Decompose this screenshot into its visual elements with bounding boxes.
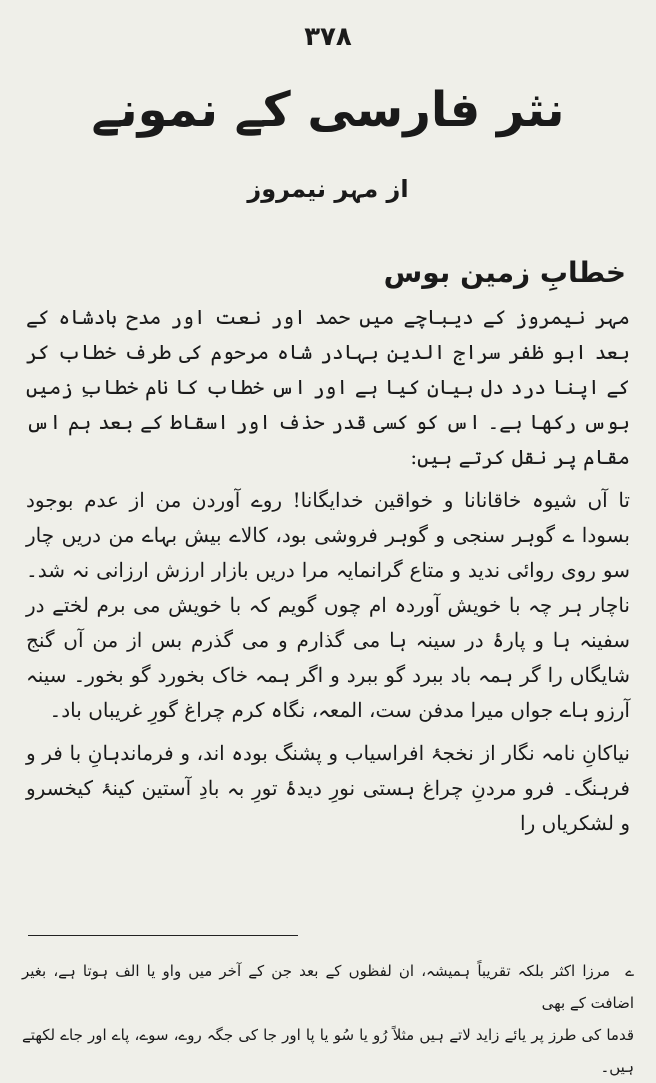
footnote-line: [22, 1019, 634, 1083]
footnote-line: [22, 955, 634, 1019]
footnote-text: مرزا اکثر بلکہ تقریباً ہمیشہ، ان لفظوں کے بعد جن کے آخر میں واو یا الف ہوتا ہے، بغیر اضافت کے بھی: [22, 962, 634, 1012]
paragraph-intro: مہر نیمروز کے دیباچے میں حمد اور نعت اور مدح بادشاہ کے بعد ابو ظفر سراج الدین بہادر شاہ مرحوم کی طرف خطاب کر کے اپنا درد دل بیان کیا ہے اور اس خطاب کا نام خطابِ زمیں بوس رکھا ہے۔ اس کو کسی قدر حذف اور اسقاط کے بعد ہم اس مقام پر نقل کرتے ہیں:: [26, 305, 630, 469]
page-subtitle: از مہر نیمروز: [247, 175, 409, 203]
page-number: ٣٧٨: [304, 22, 352, 52]
paragraph-persian-2: نیاکانِ نامہ نگار از نخجۂ افراسیاب و پشنگ بودہ اند، و فرماندہانِ با فر و فرہنگ۔ فرو مردنِ چراغ ہستی نورِ دیدۂ تورِ بہ بادِ آستین کینۂ کیخسرو و لشکریاں را: [26, 741, 630, 835]
footnotes: [22, 955, 634, 1083]
section-heading: خطابِ زمین بوس: [383, 256, 626, 289]
footnote-text: قدما کی طرز پر یائے زاید لاتے ہیں مثلاً رُو یا سُو یا پا اور جا کی جگہ روے، سوے، پاے اور جاے لکھتے ہیں۔: [22, 1026, 634, 1076]
paragraph-persian-1: تا آں شیوہ خاقانانا و خواقین خدایگانا! روے آوردن من از عدم بوجود بسودا ے گوہر سنجی و گوہر فروشی بود، کالاے بیش بہاے من دریں چار سو روی روائی ندید و متاع گرانمایہ مرا دریں بازار ارزش ارزانی نہ شد۔ ناچار ہر چہ با خویش آوردہ ام چوں گویم کہ با خویش می برم لختے در سفینہ ہا و پارۂ در سینہ ہا می گذارم و می گذرم بس از من آں گنج شایگاں را گر ہمہ باد ببرد گو ببرد و اگر ہمہ خاک بخورد گو بخور۔ سینہ آرزو ہاے جواں میرا مدفن ست، المعہ، نگاہ کرم چراغ گورِ غریباں باد۔: [26, 488, 630, 722]
footnote-divider: [28, 935, 298, 936]
body-text: [26, 300, 630, 849]
footnote-mark: ے: [625, 962, 634, 980]
page-title: نثر فارسی کے نمونے: [91, 82, 565, 138]
